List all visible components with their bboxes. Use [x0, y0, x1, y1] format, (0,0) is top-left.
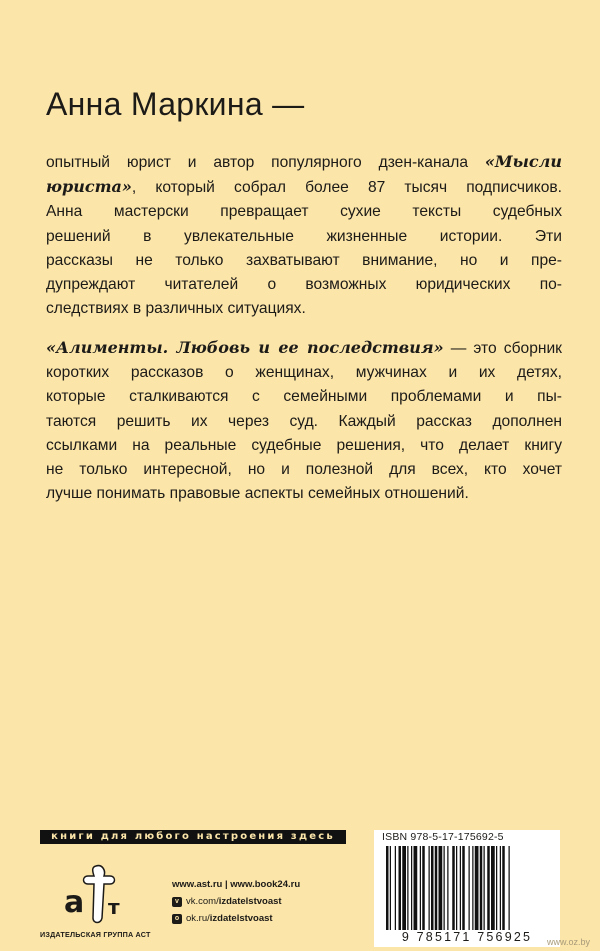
text-line [46, 249, 562, 273]
svg-text:т: т [108, 895, 120, 919]
text-run: не только интересной, но и полезной для всех, кто хочет [46, 461, 562, 479]
text-run: опытный юрист и автор популярного дзен-канала [46, 154, 485, 171]
vk-link-prefix[interactable]: vk.com/ [186, 896, 219, 907]
barcode-digits: 9 785171 756925 [401, 930, 533, 944]
text-line [46, 434, 562, 458]
script-title: «Алименты. Любовь и ее последствия» [46, 338, 444, 357]
contacts-block [172, 876, 300, 927]
text-line [46, 482, 562, 506]
isbn-text: ISBN 978-5-17-175692-5 [382, 831, 504, 843]
vk-link-handle[interactable]: izdatelstvoast [218, 896, 282, 907]
text-run: рассказы не только захватывают внимание, но и пре- [46, 251, 562, 269]
text-run: , который собрал более 87 тысяч подписчиков. [131, 179, 562, 197]
text-line [46, 458, 562, 482]
text-run: Анна мастерски превращает сухие тексты судебных [46, 203, 562, 221]
text-line [46, 273, 562, 297]
author-heading: Анна Маркина — [46, 86, 305, 122]
text-run: ссылками на реальные судебные решения, что делает книгу [46, 436, 562, 454]
ok-link-prefix[interactable]: ok.ru/ [186, 913, 210, 924]
sites-link[interactable]: www.ast.ru | www.book24.ru [172, 879, 301, 890]
publisher-label: ИЗДАТЕЛЬСКАЯ ГРУППА АСТ [40, 930, 151, 939]
about-book-paragraph [46, 336, 562, 506]
vk-icon: v [172, 897, 182, 907]
text-run: дупреждают читателей о возможных юридических по- [46, 276, 562, 294]
text-run: решений в увлекательные жизненные истории. Эти [46, 227, 562, 245]
text-line [46, 385, 562, 409]
watermark: www.oz.by [546, 937, 590, 947]
text-run: которые сталкиваются с семейными проблемами и пы- [46, 388, 562, 406]
text-line [46, 150, 562, 175]
ok-link-handle[interactable]: izdatelstvoast [209, 913, 273, 924]
text-line [46, 297, 562, 321]
text-line [46, 361, 562, 385]
text-run: — это сборник [443, 340, 562, 357]
text-line [46, 336, 562, 361]
text-run: следствиях в различных ситуациях. [46, 300, 306, 318]
text-run: лучше понимать правовые аспекты семейных отношений. [46, 485, 469, 503]
about-author-paragraph [46, 150, 562, 321]
text-run: коротких рассказов о женщинах, мужчинах и их детях, [46, 364, 562, 382]
text-line [46, 225, 562, 249]
script-title: юриста» [46, 177, 132, 197]
text-line [46, 200, 562, 224]
script-title: «Мысли [484, 152, 562, 171]
ok-icon: o [172, 914, 182, 924]
barcode-icon [382, 846, 552, 930]
svg-text:a: a [64, 885, 85, 920]
text-line [46, 410, 562, 434]
text-run: таются решить их через суд. Каждый рассказ дополнен [46, 412, 562, 430]
text-line [46, 175, 562, 200]
ast-logo-icon [58, 862, 128, 926]
slogan-banner: книги для любого настроения здесь [40, 830, 346, 844]
